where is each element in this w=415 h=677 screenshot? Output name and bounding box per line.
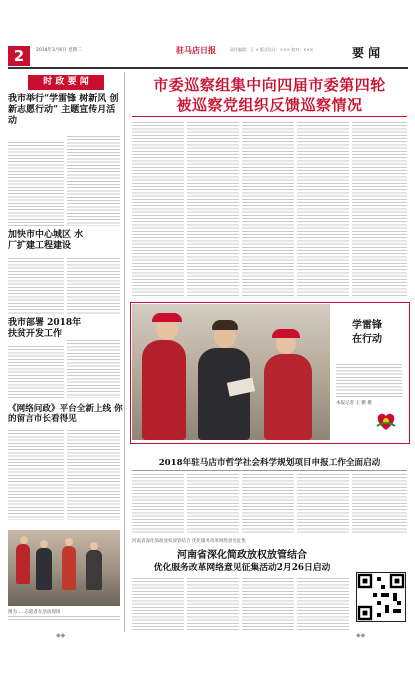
footer-ornament-right: ◆◆ [356,632,366,639]
lead-body-col-2 [187,122,239,298]
story3-body-col-3 [242,578,294,630]
sidebar-photo-caption-more [8,616,120,622]
volunteer-logo [374,410,398,432]
story2-body-col-5 [352,474,407,534]
page-number: 2 [13,47,25,65]
footer-ornament-left: ◆◆ [56,632,66,639]
story3-kicker: 河南省深化简政放权放管结合 优化服务改革网络意见征集 [132,539,246,544]
sidebar-photo [8,530,120,606]
story2-headline[interactable]: 2018年驻马店市哲学社会科学规划项目申报工作全面启动 [158,458,381,468]
sidebar-story-4-body-2 [67,430,120,520]
feature-caption-title-2: 在行动 [352,334,382,345]
sidebar-story-3-body-2 [67,340,120,398]
lead-headline-line1[interactable]: 市委巡察组集中向四届市委第四轮 [153,76,386,94]
feature-caption-text [336,364,402,398]
feature-photo [132,304,330,440]
sidebar-story-2-body [8,258,64,314]
lead-body-col-1 [132,122,184,298]
story3-body-col-4 [297,578,349,630]
lead-rule [132,116,407,117]
sidebar-story-3-title[interactable]: 我市部署 2018年扶贫开发工作 [8,318,82,339]
story3-headline-line2[interactable]: 优化服务改革网络意见征集活动2月26日启动 [153,563,331,573]
feature-caption-title-1: 学雷锋 [352,320,382,331]
header-rule [8,67,408,69]
sidebar-story-3-body [8,346,64,398]
sidebar-story-1-body [8,142,64,226]
story2-body-col-2 [187,474,239,534]
sidebar-story-4-title[interactable]: 《网络问政》平台全新上线 你的留言市长看得见 [8,404,123,425]
qr-code[interactable] [356,572,406,622]
column-tag: 时 政 要 闻 [43,77,89,87]
sidebar-story-2-body-2 [67,258,120,314]
sidebar-photo-caption: 图为 … 志愿者在活动现场 [8,610,61,615]
story3-body-col-1 [132,578,184,630]
story2-body-col-1 [132,474,184,534]
section-title: 要 闻 [352,46,381,60]
sidebar-story-2-title[interactable]: 加快市中心城区 水厂扩建工程建设 [8,230,84,251]
story3-body-col-2 [187,578,239,630]
lead-body-col-5 [352,122,407,298]
story2-rule [132,470,407,471]
story2-body-col-4 [297,474,349,534]
story3-headline-line1[interactable]: 河南省深化简政放权放管结合 [177,550,307,561]
date-line: 2018年3月6日 星期二 [36,48,82,53]
lead-body-col-4 [297,122,349,298]
lead-body-col-3 [242,122,294,298]
sidebar-story-1-body-2 [67,136,120,226]
masthead: 驻马店日报 [176,45,216,55]
lead-headline-line2[interactable]: 被巡察党组织反馈巡察情况 [176,96,363,114]
feature-credit: 本报记者 王 鹏 摄 [336,401,372,406]
sidebar-story-4-body [8,430,64,520]
story2-body-col-3 [242,474,294,534]
sidebar-story-1-title[interactable]: 我市举行“学雷锋 树新风 创新志愿行动” 主题宣传月活动 [8,94,119,126]
meta-line: 责任编辑：王 × 版式设计：××× 校对：××× [230,47,314,52]
column-divider [124,72,125,632]
